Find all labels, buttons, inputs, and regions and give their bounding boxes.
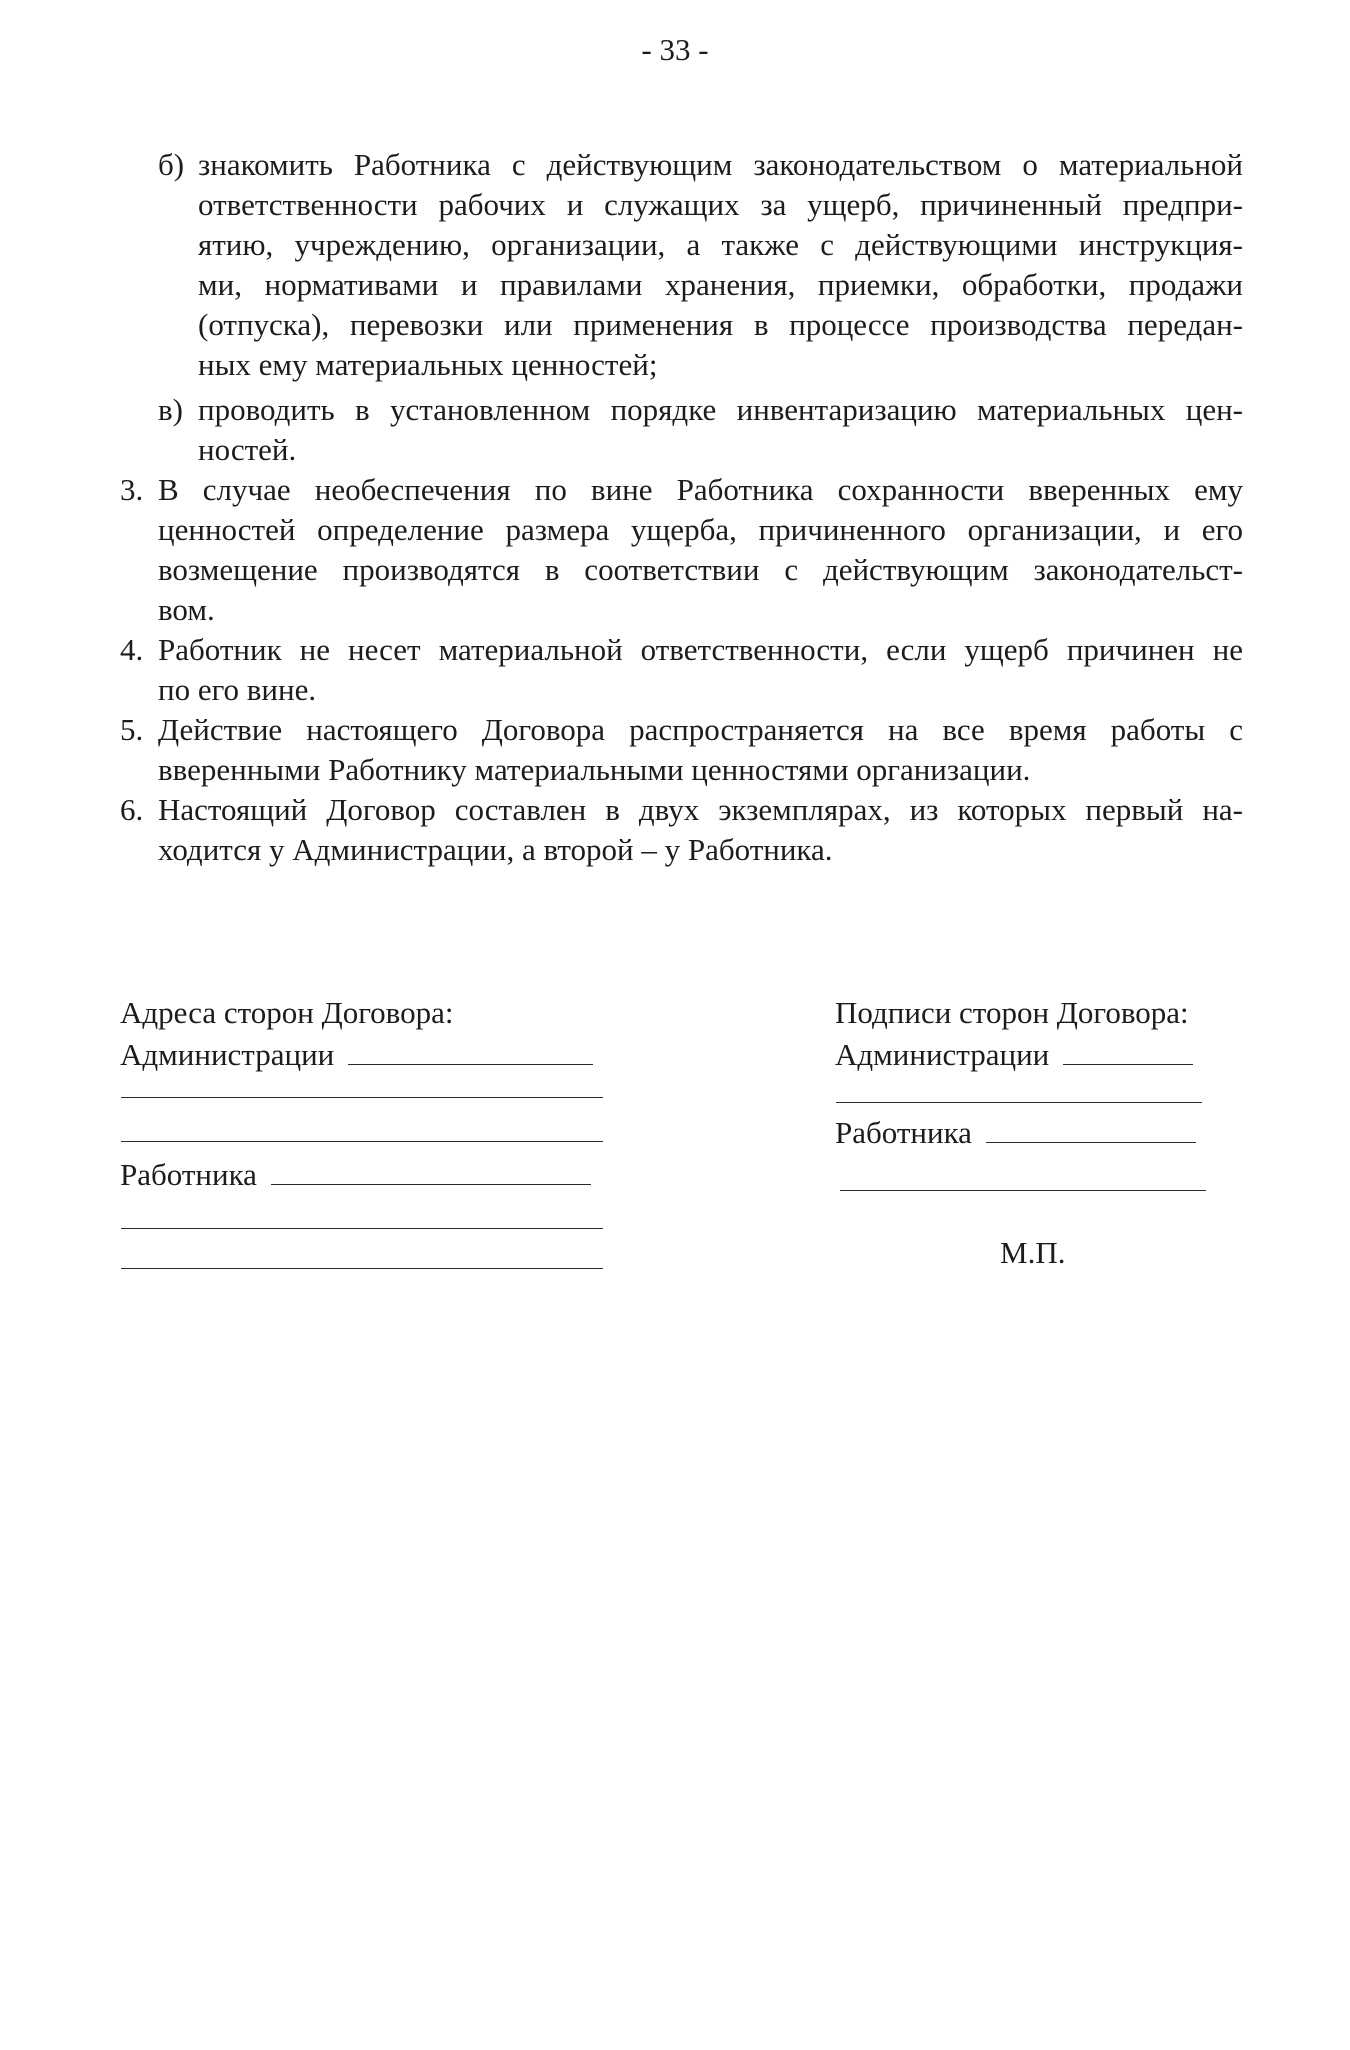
clause-line: по его вине. <box>158 672 317 707</box>
signatures-worker-label: Работника <box>835 1115 972 1150</box>
administration-address-line-2[interactable] <box>121 1097 603 1098</box>
clause-line: вверенными Работнику материальными ценностями организации. <box>158 752 1031 787</box>
clause-marker: б) <box>158 147 185 182</box>
clause-line: Работник не несет материальной ответственности, если ущерб причинен не <box>158 632 1243 667</box>
clause-b <box>158 145 1243 385</box>
clause-v <box>158 390 1243 470</box>
clause-line: Настоящий Договор составлен в двух экземплярах, из которых первый на- <box>158 792 1243 827</box>
worker-address-line-2[interactable] <box>121 1228 603 1229</box>
clause-marker: 3. <box>120 472 144 507</box>
worker-address-line-3[interactable] <box>121 1268 603 1269</box>
administration-signature-field[interactable] <box>1063 1036 1193 1065</box>
worker-signature-field[interactable] <box>986 1114 1196 1143</box>
clause-line: (отпуска), перевозки или применения в процессе производства передан- <box>198 307 1243 342</box>
addresses-block <box>120 993 620 1075</box>
addresses-heading: Адреса сторон Договора: <box>120 995 454 1030</box>
clause-marker: 5. <box>120 712 144 747</box>
addresses-worker-label: Работника <box>120 1157 257 1192</box>
clause-6 <box>120 790 1243 870</box>
clause-line: ходится у Администрации, а второй – у Работника. <box>158 832 833 867</box>
clause-3 <box>120 470 1243 630</box>
clause-marker: 4. <box>120 632 144 667</box>
clause-line: возмещение производятся в соответствии с действующим законодательст- <box>158 552 1243 587</box>
clause-4 <box>120 630 1243 710</box>
stamp-placeholder: М.П. <box>1000 1235 1066 1270</box>
addresses-administration-label: Администрации <box>120 1037 335 1072</box>
clause-line: вом. <box>158 592 215 627</box>
clause-line: знакомить Работника с действующим законодательством о материальной <box>198 147 1243 182</box>
clause-marker: 6. <box>120 792 144 827</box>
clause-line: ответственности рабочих и служащих за ущерб, причиненный предпри- <box>198 187 1243 222</box>
clause-line: ных ему материальных ценностей; <box>198 347 658 382</box>
signatures-heading: Подписи сторон Договора: <box>835 995 1189 1030</box>
signatures-block <box>835 993 1255 1075</box>
clause-5 <box>120 710 1243 790</box>
clause-line: В случае необеспечения по вине Работника сохранности вверенных ему <box>158 472 1243 507</box>
addresses-worker-row <box>120 1155 620 1195</box>
worker-address-field[interactable] <box>271 1156 591 1185</box>
clause-line: ятию, учреждению, организации, а также с действующими инструкция- <box>198 227 1243 262</box>
clause-marker: в) <box>158 392 183 427</box>
administration-address-field[interactable] <box>348 1036 593 1065</box>
signatures-worker-row <box>835 1113 1255 1153</box>
clause-line: проводить в установленном порядке инвентаризацию материальных цен- <box>198 392 1243 427</box>
clause-line: ми, нормативами и правилами хранения, приемки, обработки, продажи <box>198 267 1243 302</box>
page-number: - 33 - <box>641 32 709 67</box>
clause-line: ценностей определение размера ущерба, причиненного организации, и его <box>158 512 1243 547</box>
clause-line: Действие настоящего Договора распространяется на все время работы с <box>158 712 1243 747</box>
administration-address-line-3[interactable] <box>121 1141 603 1142</box>
worker-signature-line-2[interactable] <box>840 1190 1206 1191</box>
clause-line: ностей. <box>198 432 297 467</box>
signatures-administration-label: Администрации <box>835 1037 1050 1072</box>
administration-signature-line-2[interactable] <box>836 1102 1202 1103</box>
